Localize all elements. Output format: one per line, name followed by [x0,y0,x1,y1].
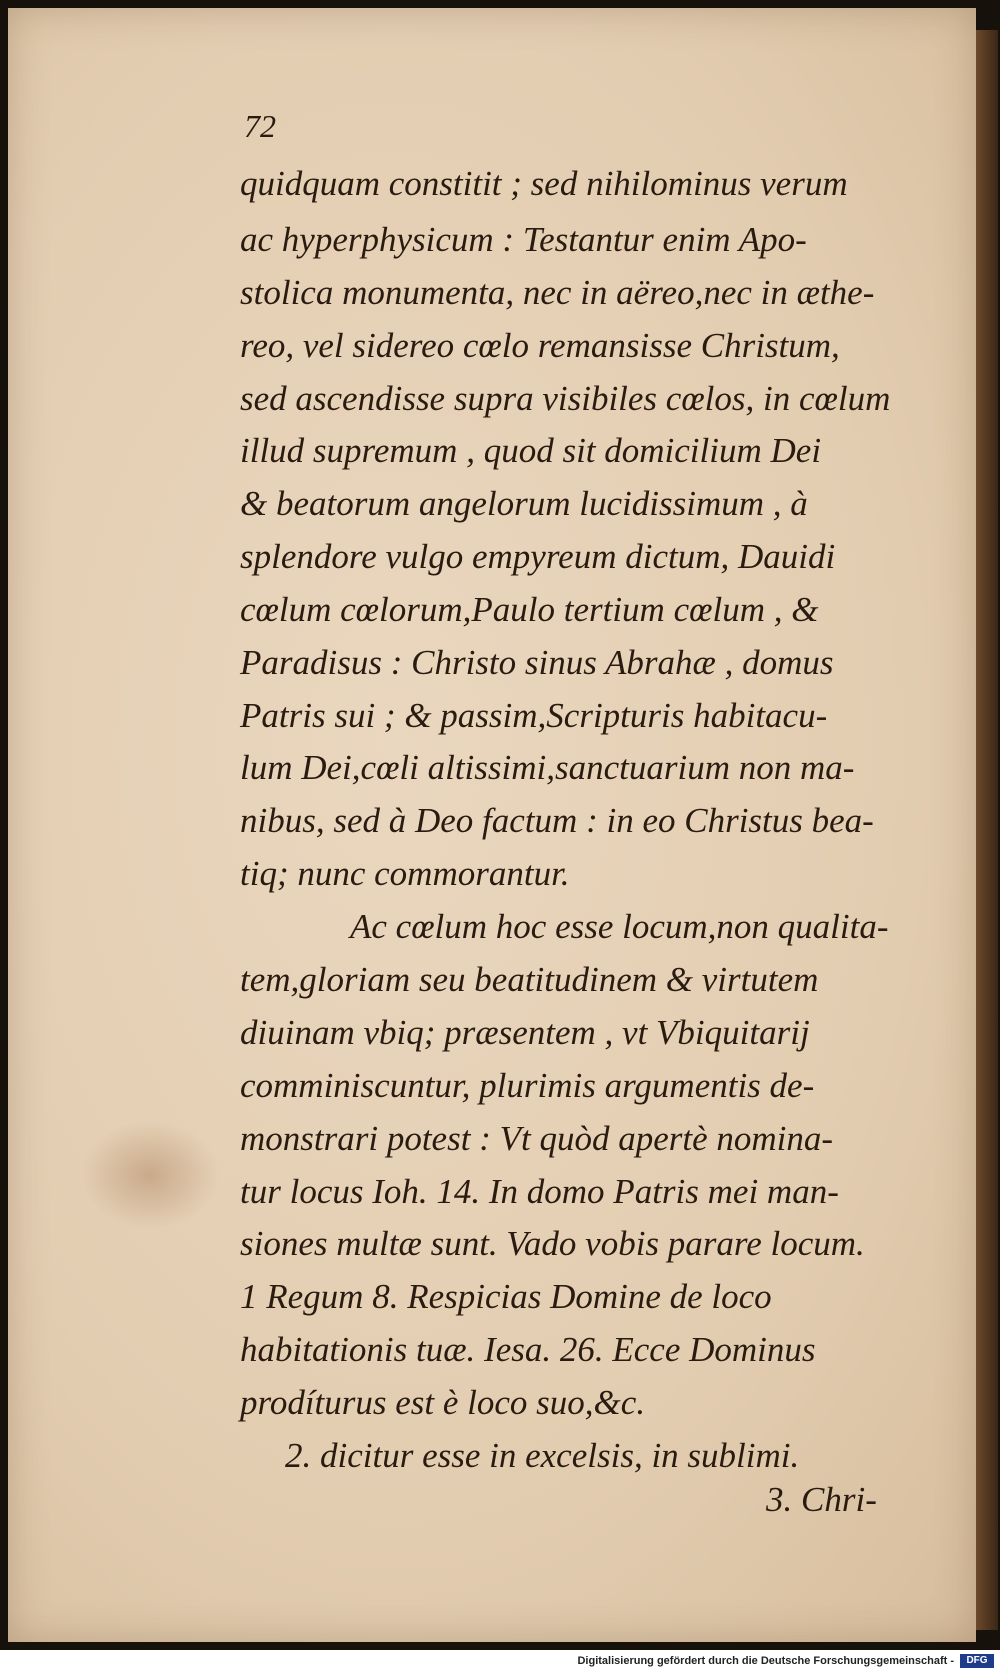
text-line: prodíturus est è loco suo,&c. [240,1383,646,1422]
text-line: diuinam vbiq; præsentem , vt Vbiquitarij [240,1013,810,1052]
footer-credit: Digitalisierung gefördert durch die Deutsche Forschungsgemeinschaft - [577,1655,954,1667]
text-line: & beatorum angelorum lucidissimum , à [240,484,808,523]
text-line: habitationis tuæ. Iesa. 26. Ecce Dominus [240,1330,816,1369]
paper-stain [80,1120,220,1230]
text-line: tem,gloriam seu beatitudinem & virtutem [240,960,819,999]
text-line: comminiscuntur, plurimis argumentis de- [240,1066,815,1105]
text-line: cœlum cœlorum,Paulo tertium cœlum , & [240,590,819,629]
text-line: ac hyperphysicum : Testantur enim Apo- [240,220,807,259]
text-line: 2. dicitur esse in excelsis, in sublimi. [285,1436,800,1475]
text-line: splendore vulgo empyreum dictum, Dauidi [240,537,836,576]
text-line: stolica monumenta, nec in aëreo,nec in æthe- [240,273,875,312]
text-line: tur locus Ioh. 14. In domo Patris mei man- [240,1172,839,1211]
text-line: 1 Regum 8. Respicias Domine de loco [240,1277,772,1316]
dfg-logo: DFG [960,1654,994,1668]
text-line: Paradisus : Christo sinus Abrahæ , domus [240,643,834,682]
text-line: sed ascendisse supra visibiles cœlos, in cœlum [240,379,891,418]
text-line: nibus, sed à Deo factum : in eo Christus bea- [240,801,874,840]
text-line: quidquam constitit ; sed nihilominus verum [240,164,848,203]
text-line: Ac cœlum hoc esse locum,non qualita- [350,907,889,946]
text-line: lum Dei,cœli altissimi,sanctuarium non ma- [240,748,855,787]
catchword: 3. Chri- [766,1480,877,1519]
text-line: Patris sui ; & passim,Scripturis habitacu- [240,696,828,735]
text-line: siones multæ sunt. Vado vobis parare locum. [240,1224,865,1263]
page-edge [976,30,998,1630]
text-line: reo, vel sidereo cœlo remansisse Christum, [240,326,840,365]
text-line: tiq; nunc commorantur. [240,854,570,893]
text-line: monstrari potest : Vt quòd apertè nomina- [240,1119,834,1158]
page-number: 72 [244,108,276,144]
text-line: illud supremum , quod sit domicilium Dei [240,431,822,470]
